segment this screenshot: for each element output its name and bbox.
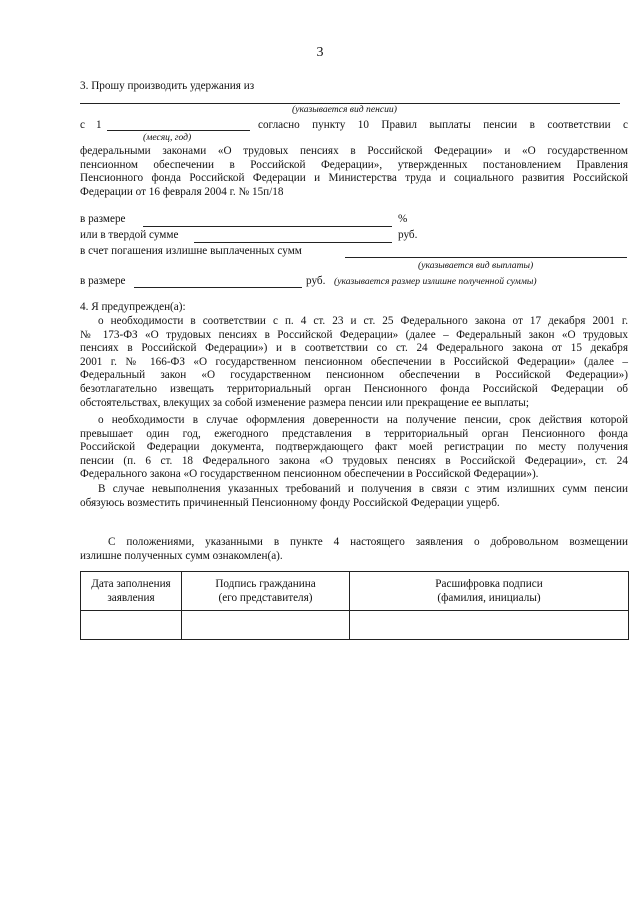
header-signature: Подпись гражданина (его представителя) — [182, 572, 350, 611]
rub-label-2: руб. — [306, 275, 326, 287]
section4-paragraph-1 — [80, 315, 628, 410]
signature-table-header — [81, 572, 629, 611]
payment-type-line[interactable] — [345, 257, 627, 258]
paragraph-line: пенсионном обеспечении в Российской Федерации», утвержденных постановлением Правления — [80, 158, 628, 171]
overpaid-amount-line[interactable] — [134, 287, 302, 288]
signature-table-row — [81, 611, 629, 640]
date-cell[interactable] — [81, 611, 182, 640]
paragraph-line: излишне полученных сумм ознакомлен(а). — [80, 549, 283, 562]
from-label: с — [80, 119, 85, 131]
paragraph-line: Пенсионного фонда Российской Федерации и Министерства труда и социального развития Российской — [80, 172, 628, 185]
page-number: 3 — [316, 45, 324, 60]
signature-cell[interactable] — [182, 611, 350, 640]
section3-heading: 3. Прошу производить удержания из — [80, 80, 255, 92]
amount-percent-line[interactable] — [143, 226, 392, 227]
percent-sign: % — [398, 213, 408, 225]
paragraph-line: Российской Федерации документа, подтверждающего факт моей регистрации по месту получения — [80, 441, 628, 454]
from-day-value: 1 — [96, 119, 102, 131]
paragraph-line: федеральными законами «О трудовых пенсиях в Российской Федерации» и «О государственном — [80, 145, 628, 157]
signature-table — [80, 571, 629, 640]
amount2-label: в размере — [80, 275, 126, 287]
paragraph-line: В случае невыполнения указанных требований и получения в связи с этим излишних сумм пенсии — [98, 483, 628, 495]
overpaid-amount-hint: (указывается размер излишне полученной суммы) — [334, 276, 537, 287]
section3-paragraph — [80, 145, 628, 199]
paragraph-line: Федерального закона «О государственном пенсионном обеспечении в Российской Федерации»). — [80, 468, 539, 481]
paragraph-line: безотлагательно извещать территориальный орган Пенсионного фонда Российской Федерации об — [80, 382, 628, 395]
amount-label: в размере — [80, 213, 126, 225]
paragraph-line: обстоятельствах, влекущих за собой изменение размера пенсии или прекращение ее выплаты; — [80, 396, 529, 409]
header-signature-transcript: Расшифровка подписи (фамилия, инициалы) — [350, 572, 629, 611]
acknowledgement-paragraph — [80, 536, 628, 563]
paragraph-line: о необходимости в случае оформления доверенности на получение пенсии, срок действия которой — [98, 414, 628, 426]
section4-heading: 4. Я предупрежден(а): — [80, 301, 186, 313]
paragraph-line: Федеральный закон «О государственном пенсионном обеспечении в Российской Федерации») — [80, 369, 628, 382]
rub-label-1: руб. — [398, 229, 418, 241]
header-date: Дата заполнения заявления — [81, 572, 182, 611]
paragraph-line: пенсии (п. 6 ст. 18 Федерального закона «О трудовых пенсиях в Российской Федерации», ст. 24 — [80, 454, 628, 467]
pension-type-hint: (указывается вид пенсии) — [292, 104, 397, 115]
paragraph-line: 2001 г. № 166-ФЗ «О государственном пенсионном обеспечении в Российской Федерации» (далее – — [80, 355, 628, 368]
month-year-line[interactable] — [107, 130, 250, 131]
section4-paragraph-2 — [80, 414, 628, 482]
fixed-amount-label: или в твердой сумме — [80, 229, 179, 241]
paragraph-line: С положениями, указанными в пункте 4 настоящего заявления о добровольном возмещении — [108, 536, 628, 548]
month-year-hint: (месяц, год) — [143, 132, 192, 143]
paragraph-line: Федерации от 16 февраля 2004 г. № 15п/18 — [80, 185, 284, 198]
signature-transcript-cell[interactable] — [350, 611, 629, 640]
paragraph-line: о необходимости в соответствии с п. 4 ст. 23 и ст. 25 Федерального закона от 17 декабря 2001 г. — [98, 315, 628, 327]
section4-paragraph-3 — [80, 483, 628, 510]
repayment-label: в счет погашения излишне выплаченных сумм — [80, 245, 302, 257]
payment-type-hint: (указывается вид выплаты) — [418, 260, 534, 271]
paragraph-line: № 173-ФЗ «О трудовых пенсиях в Российской Федерации» (далее – Федеральный закон «О трудовых — [80, 328, 628, 341]
paragraph-line: превышает один год, ежегодного представления в территориальный орган Пенсионного фонда — [80, 427, 628, 440]
paragraph-line: пенсиях в Российской Федерации») и в соответствии со ст. 24 Федерального закона от 15 декабря — [80, 342, 628, 355]
fixed-amount-line[interactable] — [194, 242, 392, 243]
section3-line1-rest: согласно пункту 10 Правил выплаты пенсии в соответствии с — [258, 119, 628, 131]
paragraph-line: обязуюсь возместить причиненный Пенсионному фонду Российской Федерации ущерб. — [80, 496, 500, 509]
